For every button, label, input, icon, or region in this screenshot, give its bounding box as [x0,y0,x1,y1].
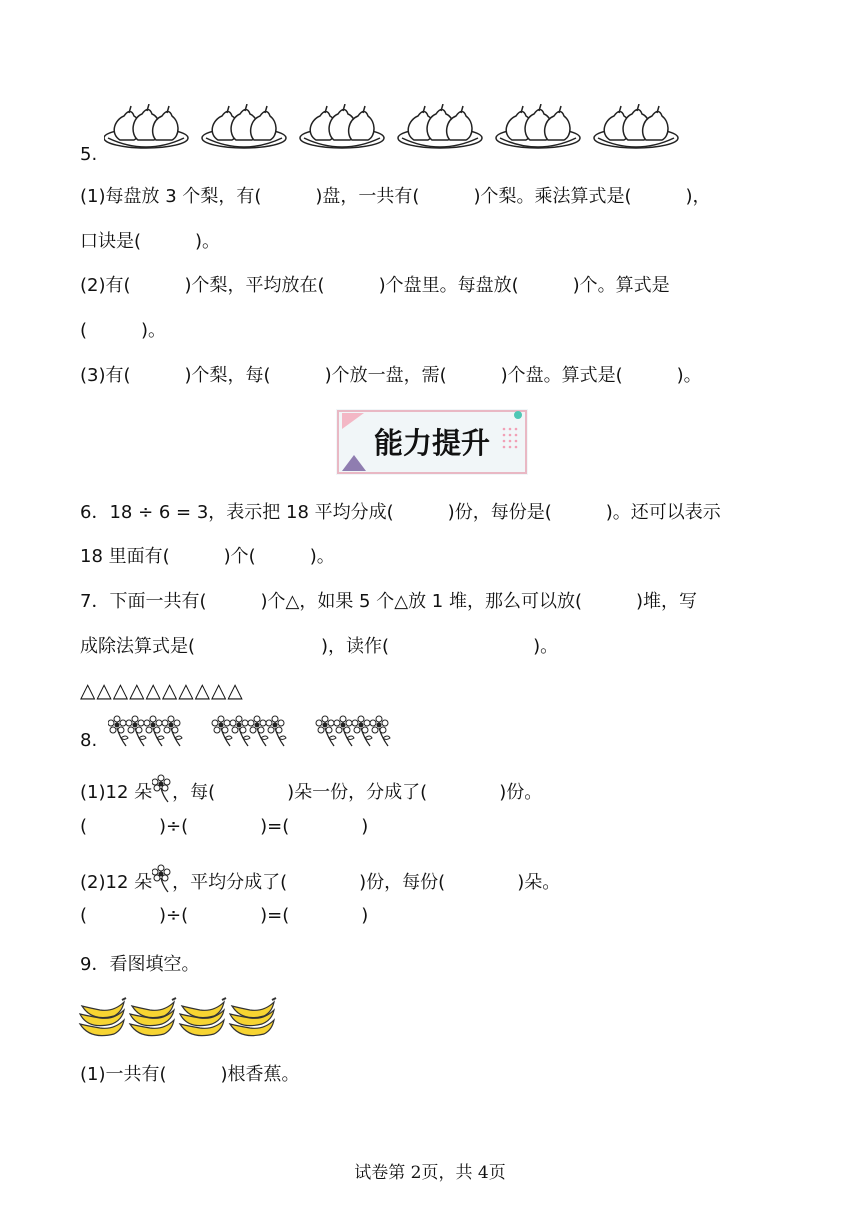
q8-part2 [80,864,560,896]
q8-part2-prefix: (2)12 朵 [80,872,153,893]
q5-part3: (3)有( )个梨，每( )个放一盘，需( )个盘。算式是( )。 [80,365,702,386]
banner-title: 能力提升 [373,426,491,460]
q5-number: 5. [80,144,98,165]
q6-line2: 18 里面有( )个( )。 [80,546,335,567]
q7-line1: 7．下面一共有( )个△，如果 5 个△放 1 堆，那么可以放( )堆，写 [80,591,698,612]
q7-line2: 成除法算式是( )，读作( )。 [80,636,559,657]
q9-part1: (1)一共有( )根香蕉。 [80,1064,300,1085]
q5-part1-line2: 口诀是( )。 [80,231,221,252]
q8-number: 8. [80,730,98,751]
flower-icon [152,774,172,804]
ability-banner [336,409,528,475]
q7-triangles: △△△△△△△△△△ [80,678,244,702]
q5-part1-line1: (1)每盘放 3 个梨，有( )盘，一共有( )个梨。乘法算式是( )， [80,186,711,207]
q6-line1: 6．18 ÷ 6 = 3，表示把 18 平均分成( )份，每份是( )。还可以表示 [80,502,721,523]
banner-decoration [336,409,528,475]
q8-part1-text: ，每( )朵一份，分成了( )份。 [172,782,543,803]
q9-title: 9．看图填空。 [80,954,200,975]
q5-part2-line1: (2)有( )个梨，平均放在( )个盘里。每盘放( )个。算式是 [80,275,670,296]
pear-plates-image [104,104,694,164]
q8-part2-text: ，平均分成了( )份，每份( )朵。 [172,872,561,893]
q8-part1 [80,774,542,806]
banana-bunches-image [78,994,278,1040]
flower-groups-image [108,714,398,748]
q8-part1-prefix: (1)12 朵 [80,782,153,803]
q8-equation1: ( )÷( )=( ) [80,816,369,837]
page-footer: 试卷第 2页，共 4页 [354,1163,506,1183]
q8-equation2: ( )÷( )=( ) [80,905,369,926]
q5-part2-line2: ( )。 [80,320,167,341]
flower-icon [152,864,172,894]
